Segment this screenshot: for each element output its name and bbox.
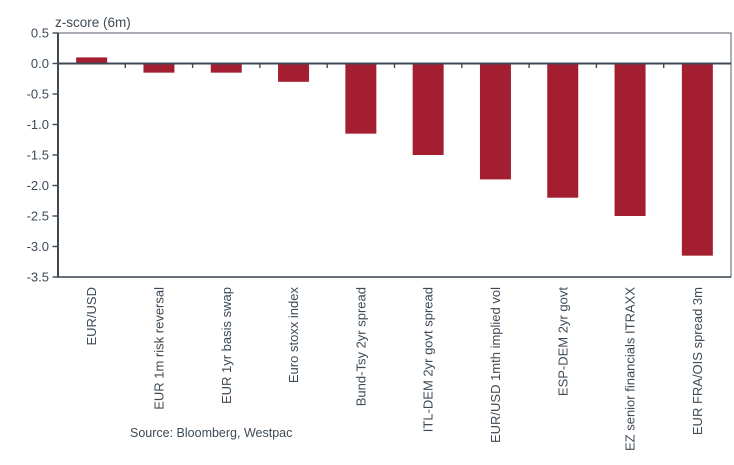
bar [345,64,376,134]
bar [682,64,713,256]
chart-title: z-score (6m) [55,15,131,30]
bar [615,64,646,217]
y-tick-label: 0.0 [30,56,49,71]
x-category-label: EUR/USD [84,287,100,346]
y-tick-label: -3.5 [26,269,49,285]
x-category-label: EUR 1m risk reversal [151,287,167,410]
source-note: Source: Bloomberg, Westpac [130,426,293,440]
x-category-label: ITL-DEM 2yr govt spread [420,287,436,433]
bar [211,64,242,73]
bar [143,64,174,73]
x-category-label: EZ senior financials ITRAXX [622,287,638,452]
x-category-label: EUR/USD 1mth implied vol [487,287,503,444]
bar [480,64,511,180]
y-tick-label: -1.5 [26,147,49,163]
y-tick-label: -2.5 [26,208,49,224]
bar [278,64,309,82]
y-tick-label: -1.0 [26,117,49,132]
y-tick-label: 0.5 [30,25,49,41]
y-tick-label: -0.5 [26,86,49,102]
y-tick-label: -3.0 [26,239,49,254]
bar [547,64,578,198]
x-category-label: ESP-DEM 2yr govt [555,287,571,397]
x-category-label: Bund-Tsy 2yr spread [353,287,369,407]
y-tick-label: -2.0 [26,178,49,193]
x-category-label: EUR FRA/OIS spread 3m [689,287,705,436]
x-category-label: Euro stoxx index [286,287,302,384]
x-category-label: EUR 1yr basis swap [218,287,234,405]
bar [413,64,444,156]
